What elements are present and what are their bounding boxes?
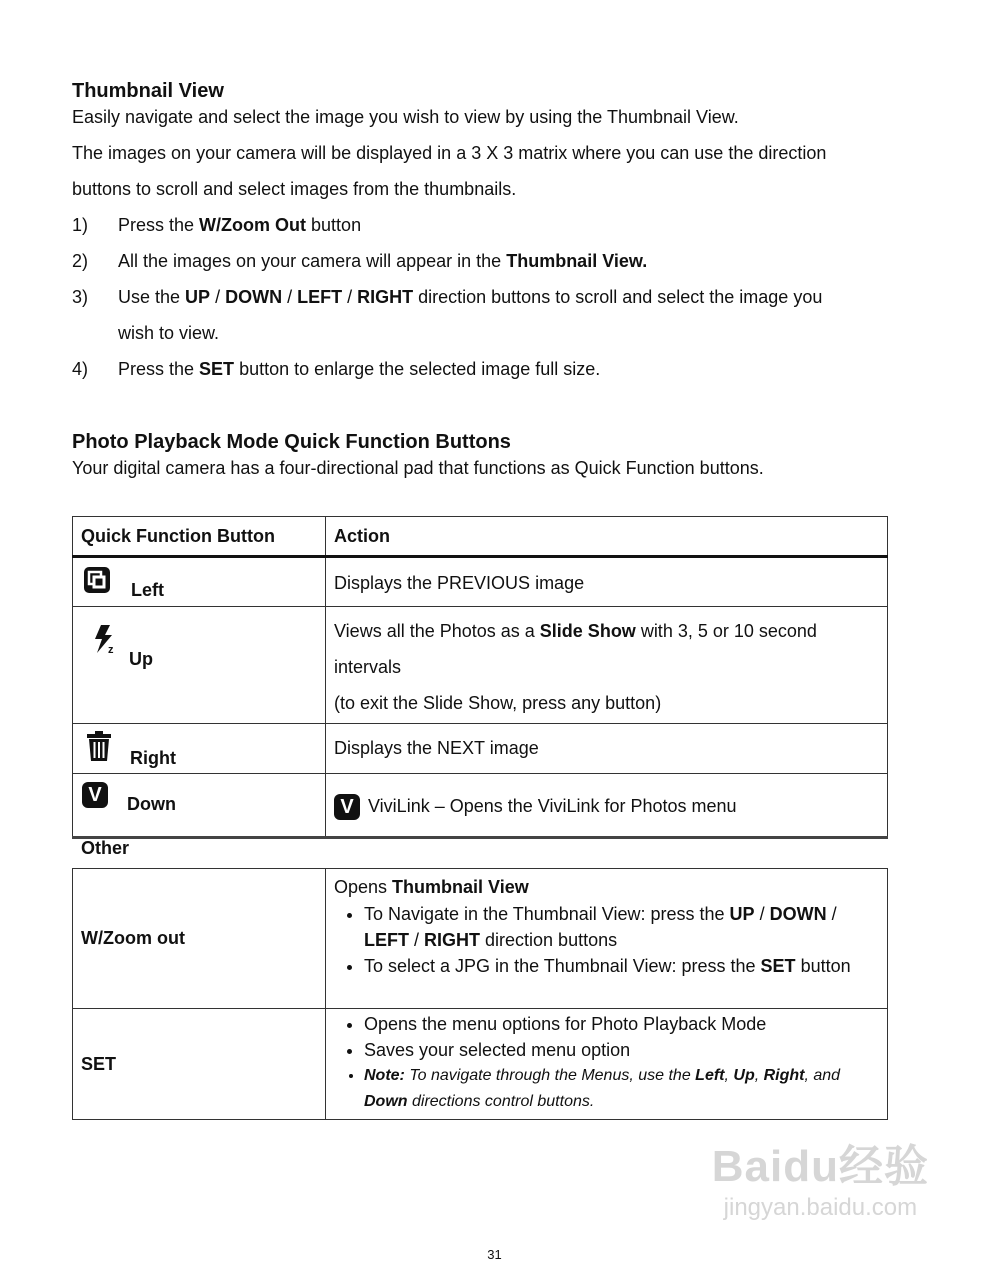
set-action (326, 1009, 888, 1120)
down-button-cell (73, 774, 326, 838)
step-2-text: All the images on your camera will appear in the (118, 251, 507, 271)
step-4-text-end: button to enlarge the selected image full size. (234, 359, 601, 379)
note-and: , and (804, 1067, 841, 1084)
down-action (326, 774, 888, 838)
set-label: SET (73, 1009, 326, 1120)
sep: / (754, 904, 770, 924)
wzoom-bullet-list (334, 901, 879, 979)
wzoom-b2-set: SET (760, 956, 796, 976)
table-row (73, 724, 888, 774)
left-label: Left (131, 580, 164, 600)
quick-function-title: Photo Playback Mode Quick Function Buttons (72, 431, 511, 453)
wzoom-b1-end: direction buttons (480, 930, 618, 950)
left-action: Displays the PREVIOUS image (326, 557, 888, 607)
vivilink-icon: V (82, 782, 108, 808)
step-1 (72, 207, 902, 243)
other-label: Other (81, 838, 130, 858)
quick-function-table (72, 516, 888, 839)
list-item: • Opens the menu options for Photo Playback Mode (364, 1011, 879, 1037)
thumbnail-intro-2a: The images on your camera will be displayed in a 3 X 3 matrix where you can use the direction (72, 143, 827, 163)
step-3-number: 3) (72, 287, 89, 307)
wzoom-b1-down: DOWN (769, 904, 827, 924)
table-row (73, 1009, 888, 1120)
table-row (73, 557, 888, 607)
up-action-line-2: intervals (334, 657, 402, 677)
wzoom-b2-end: button (795, 956, 851, 976)
up-action-slideshow: Slide Show (539, 621, 636, 641)
thumbnail-intro-2b: buttons to scroll and select images from the thumbnails. (72, 179, 517, 199)
step-4 (72, 351, 902, 387)
step-1-text-end: button (306, 215, 362, 235)
step-2 (72, 243, 902, 279)
page-number: 31 (487, 1247, 502, 1262)
up-action (326, 607, 888, 724)
wzoom-b2-text: To select a JPG in the Thumbnail View: press the (364, 956, 761, 976)
wzoom-label: W/Zoom out (73, 869, 326, 1009)
step-4-button-name: SET (199, 359, 235, 379)
step-3-up: UP (185, 287, 211, 307)
table-row (73, 869, 888, 1009)
wzoom-b1-right: RIGHT (424, 930, 481, 950)
up-label: Up (129, 649, 153, 669)
watermark-main: Baidu经验 (711, 1142, 929, 1191)
wzoom-opens-text: Opens (334, 877, 393, 897)
up-action-line-3: (to exit the Slide Show, press any button) (334, 693, 662, 713)
step-3-right: RIGHT (357, 287, 414, 307)
thumbnail-grid-icon (83, 566, 111, 594)
trash-icon (85, 730, 113, 762)
col-header-button: Quick Function Button (73, 517, 326, 557)
watermark-sub: jingyan.baidu.com (723, 1194, 918, 1221)
step-3-down: DOWN (225, 287, 283, 307)
up-action-text: Views all the Photos as a (334, 621, 540, 641)
wzoom-b1-up: UP (729, 904, 755, 924)
step-2-view-name: Thumbnail View. (506, 251, 648, 271)
step-3-text: Use the (118, 287, 186, 307)
list-item (364, 1063, 879, 1115)
left-button-cell (73, 557, 326, 607)
step-1-button-name: W/Zoom Out (199, 215, 307, 235)
step-3-left: LEFT (297, 287, 343, 307)
wzoom-b1-left: LEFT (364, 930, 409, 950)
note-end: directions control buttons. (407, 1093, 595, 1110)
right-label: Right (130, 748, 176, 768)
thumbnail-intro-1: Easily navigate and select the image you wish to view by using the Thumbnail View. (72, 107, 739, 127)
col-header-action: Action (326, 517, 888, 557)
svg-text:z: z (108, 644, 114, 655)
right-action: Displays the NEXT image (326, 724, 888, 774)
step-1-text: Press the (118, 215, 200, 235)
note-text: To navigate through the Menus, use the (404, 1067, 696, 1084)
down-label: Down (127, 794, 176, 814)
set-bullet-list (334, 1011, 879, 1115)
wzoom-b1-text: To Navigate in the Thumbnail View: press the (364, 904, 730, 924)
note-label: Note: (364, 1067, 405, 1084)
vivilink-icon: V (334, 794, 360, 820)
baidu-watermark (712, 1130, 929, 1222)
step-1-number: 1) (72, 215, 89, 235)
table-row (73, 774, 888, 838)
wzoom-action (326, 869, 888, 1009)
up-action-text-end: with 3, 5 or 10 second (635, 621, 817, 641)
flash-icon (91, 623, 117, 655)
list-item: • Saves your selected menu option (364, 1037, 879, 1063)
sep: / (409, 930, 425, 950)
step-3-text-end: direction buttons to scroll and select the image you (413, 287, 823, 307)
step-2-number: 2) (72, 251, 89, 271)
step-3-sep: / (282, 287, 298, 307)
list-item (364, 953, 879, 979)
quick-function-intro: Your digital camera has a four-directional pad that functions as Quick Function buttons. (72, 458, 764, 478)
step-4-number: 4) (72, 359, 89, 379)
right-button-cell (73, 724, 326, 774)
quick-function-section (72, 431, 902, 486)
sep: / (826, 904, 837, 924)
note-up: Up (733, 1067, 755, 1084)
step-3 (72, 279, 902, 351)
step-4-text: Press the (118, 359, 200, 379)
wzoom-opens-view: Thumbnail View (392, 877, 529, 897)
thumbnail-title: Thumbnail View (72, 80, 224, 102)
step-3-line-2: wish to view. (118, 323, 220, 343)
comma: , (754, 1067, 764, 1084)
thumbnail-section (72, 80, 902, 387)
list-item (364, 901, 879, 953)
table-row (73, 607, 888, 724)
note-left: Left (695, 1067, 725, 1084)
down-action-text: ViviLink – Opens the ViviLink for Photos menu (368, 795, 737, 816)
table-header-row (73, 517, 888, 557)
other-table (72, 868, 888, 1120)
comma: , (724, 1067, 734, 1084)
up-button-cell (73, 607, 326, 724)
step-3-sep: / (342, 287, 358, 307)
step-3-sep: / (210, 287, 226, 307)
note-right: Right (763, 1067, 805, 1084)
note-down: Down (364, 1093, 408, 1110)
